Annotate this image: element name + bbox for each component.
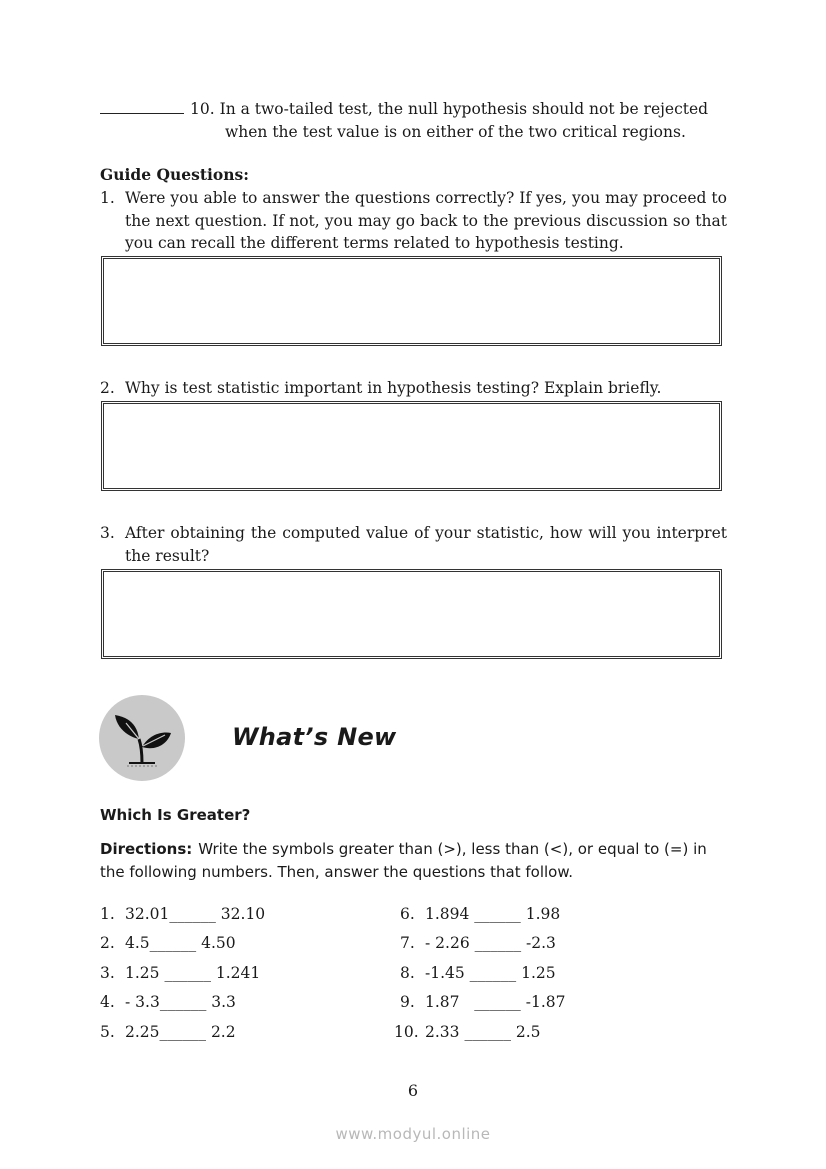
item-text: - 3.3______ 3.3 xyxy=(125,993,236,1011)
question-number: 2. xyxy=(100,379,115,397)
item-text: 2.33 ______ 2.5 xyxy=(425,1023,541,1041)
comparison-item-8 xyxy=(400,963,556,983)
activity-title: Which Is Greater? xyxy=(100,806,251,824)
guide-question-1 xyxy=(100,187,727,255)
comparison-item-4 xyxy=(100,992,236,1012)
comparison-item-2 xyxy=(100,933,236,953)
comparison-item-7 xyxy=(400,933,556,953)
item-number: 9. xyxy=(400,993,415,1011)
directions-label: Directions: xyxy=(100,840,193,858)
directions xyxy=(100,838,727,883)
section-title-whats-new: What’s New xyxy=(232,723,397,751)
item-number: 8. xyxy=(400,964,415,982)
guide-question-2 xyxy=(100,377,727,400)
guide-question-3 xyxy=(100,522,727,567)
comparison-item-10 xyxy=(394,1022,541,1042)
question-number: 1. xyxy=(100,189,115,207)
question-text: Why is test statistic important in hypothesis testing? Explain briefly. xyxy=(125,379,662,397)
seedling-icon xyxy=(99,695,185,781)
item-number: 6. xyxy=(400,905,415,923)
item-text: 1.87 ______ -1.87 xyxy=(425,993,566,1011)
item-number: 1. xyxy=(100,905,115,923)
question-text: After obtaining the computed value of your statistic, how will you interpret the result? xyxy=(125,524,727,565)
comparison-item-9 xyxy=(400,992,565,1012)
item-text: - 2.26 ______ -2.3 xyxy=(425,934,556,952)
answer-box-1[interactable] xyxy=(101,256,722,346)
item-text-line-2: when the test value is on either of the two critical regions. xyxy=(225,122,686,141)
page-number: 6 xyxy=(407,1081,419,1100)
item-number: 7. xyxy=(400,934,415,952)
item-text: 2.25______ 2.2 xyxy=(125,1023,236,1041)
true-false-item-10 xyxy=(100,98,728,143)
answer-box-2[interactable] xyxy=(101,401,722,491)
item-number: 4. xyxy=(100,993,115,1011)
item-number: 5. xyxy=(100,1023,115,1041)
item-number: 3. xyxy=(100,964,115,982)
answer-blank[interactable] xyxy=(100,98,184,114)
answer-box-3[interactable] xyxy=(101,569,722,659)
comparison-item-1 xyxy=(100,904,265,924)
guide-questions-heading: Guide Questions: xyxy=(100,165,249,184)
question-number: 3. xyxy=(100,524,115,542)
comparison-item-6 xyxy=(400,904,560,924)
item-text: 4.5______ 4.50 xyxy=(125,934,236,952)
seedling-badge xyxy=(99,695,185,781)
item-number: 10. xyxy=(394,1023,419,1041)
item-text: 32.01______ 32.10 xyxy=(125,905,266,923)
comparison-item-5 xyxy=(100,1022,236,1042)
question-text: Were you able to answer the questions correctly? If yes, you may proceed to the next question. If not, you may go back to the previous discussion so that you can recall the different terms related to hypothesis testing. xyxy=(125,189,727,252)
item-text: 1.894 ______ 1.98 xyxy=(425,905,561,923)
footer-url[interactable]: www.modyul.online xyxy=(335,1125,491,1143)
item-text-line-1: In a two-tailed test, the null hypothesis should not be rejected xyxy=(219,100,709,118)
item-number: 10. xyxy=(190,100,215,118)
item-text: 1.25 ______ 1.241 xyxy=(125,964,261,982)
item-text: -1.45 ______ 1.25 xyxy=(425,964,556,982)
item-number: 2. xyxy=(100,934,115,952)
directions-text: Write the symbols greater than (>), less than (<), or equal to (=) in the following numbers. Then, answer the questions that follow. xyxy=(100,840,707,881)
comparison-item-3 xyxy=(100,963,260,983)
